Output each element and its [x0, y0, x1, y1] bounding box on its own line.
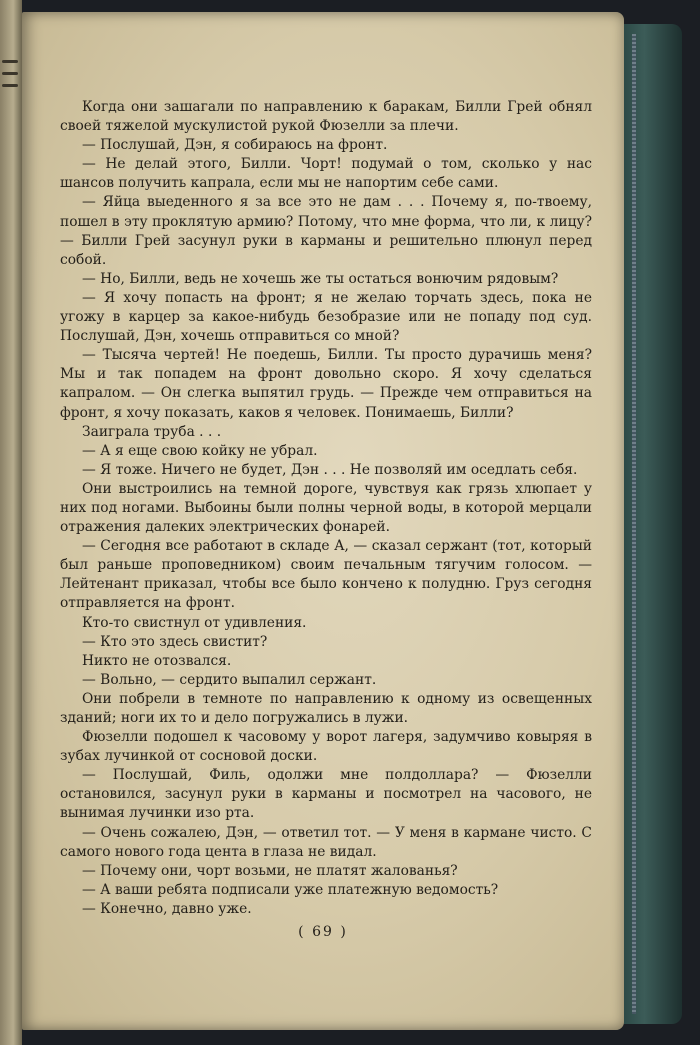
page-number: ( 69 )	[298, 924, 348, 940]
paragraph: — А ваши ребята подписали уже платежную ведомость?	[82, 881, 499, 898]
paragraph: — Послушай, Дэн, я собираюсь на фронт.	[82, 137, 388, 154]
page-edge-mark	[2, 84, 18, 87]
paragraph: — Я хочу попасть на фронт; я не желаю торчать здесь, пока не угожу в карцер за какое-нибудь безобразие или не попаду под суд. Послушай, Дэн, хочешь отправиться со мной?	[60, 289, 592, 345]
paragraph: — Очень сожалею, Дэн, — ответил тот. — У меня в кармане чисто. С самого нового года цента в глаза не видал.	[60, 824, 592, 860]
paragraph: Когда они зашагали по направлению к баракам, Билли Грей обнял своей тяжелой мускулистой рукой Фюзелли за плечи.	[60, 99, 592, 135]
paragraph: — Сегодня все работают в складе А, — сказал сержант (тот, который был раньше проповедником) своим печальным тягучим голосом. — Лейтенант приказал, чтобы все было кончено к полудню. Груз сегодня отправляется на фронт.	[60, 538, 592, 612]
paragraph: — Не делай этого, Билли. Чорт! подумай о том, сколько у нас шансов получить капрала, если мы не напортим себе сами.	[60, 156, 592, 192]
paragraph: Они побрели в темноте по направлению к одному из освещенных зданий; ноги их то и дело погружались в лужи.	[60, 690, 592, 726]
paragraph: — Но, Билли, ведь не хочешь же ты остаться вонючим рядовым?	[82, 270, 559, 287]
paragraph: — Кто это здесь свистит?	[82, 633, 268, 650]
paragraph: — Тысяча чертей! Не поедешь, Билли. Ты просто дурачишь меня? Мы и так попадем на фронт довольно скоро. Я хочу сделаться капралом. — Он слегка выпятил грудь. — Прежде чем отправиться на фронт, я хочу показать, каков я человек. Понимаешь, Билли?	[60, 347, 592, 421]
paragraph: — Вольно, — сердито выпалил сержант.	[82, 671, 377, 688]
paragraph: — Почему они, чорт возьми, не платят жалованья?	[82, 862, 458, 879]
paragraph: Заиграла труба . . .	[82, 423, 222, 440]
paragraph: Фюзелли подошел к часовому у ворот лагеря, задумчиво ковыряя в зубах лучинкой от сосновой доски.	[60, 729, 592, 765]
page-block-edge	[632, 34, 636, 1014]
paragraph: Они выстроились на темной дороге, чувствуя как грязь хлюпает у них под ногами. Выбоины были полны черной воды, в которой мерцали отражения далеких электрических фонарей.	[60, 480, 592, 536]
paragraph: — Яйца выеденного я за все это не дам . . . Почему я, по-твоему, пошел в эту проклятую армию? Потому, что мне форма, что ли, к лицу? — Билли Грей засунул руки в карманы и решительно плюнул перед собой.	[60, 194, 592, 268]
paragraph: — Конечно, давно уже.	[82, 900, 252, 917]
page-edge-mark	[2, 60, 18, 63]
book-spine	[624, 24, 682, 1024]
paragraph: Кто-то свистнул от удивления.	[82, 614, 307, 631]
book-page	[22, 12, 624, 1030]
paragraph: — А я еще свою койку не убрал.	[82, 442, 318, 459]
paragraph: — Послушай, Филь, одолжи мне полдоллара? — Фюзелли остановился, засунул руки в карманы и посмотрел на часового, не вынимая лучинки изо рта.	[60, 767, 592, 822]
page-body-text	[60, 98, 592, 919]
adjacent-page-edge	[0, 0, 22, 1045]
paragraph: — Я тоже. Ничего не будет, Дэн . . . Не позволяй им оседлать себя.	[82, 461, 578, 478]
paragraph: Никто не отозвался.	[82, 652, 232, 669]
page-edge-mark	[2, 72, 18, 75]
